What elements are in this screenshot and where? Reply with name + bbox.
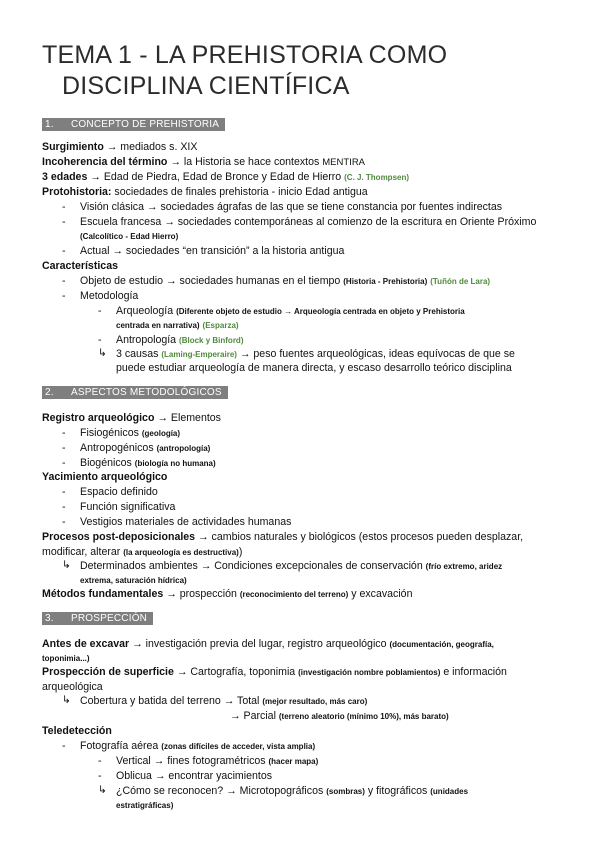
line-causas: 3 causas (Laming-Emperaire) → peso fuentes arqueológicas, ideas equívocas de que se: [116, 348, 515, 360]
line-antropologia: Antropología (Block y Binford): [116, 334, 244, 346]
line-superficie: Prospección de superficie → Cartografía, toponimia (investigación nombre poblamientos) e información: [42, 666, 507, 678]
dash-bullet: -: [98, 334, 102, 346]
arrow-return-icon: ↳: [98, 784, 107, 796]
section-3-heading: 3. PROSPECCIÓN: [42, 612, 153, 625]
line-espacio: Espacio definido: [80, 486, 158, 498]
line-protohistoria: Protohistoria: sociedades de finales prehistoria - inicio Edad antigua: [42, 186, 368, 198]
line-teledeteccion: Teledetección: [42, 725, 112, 737]
line-vestigios: Vestigios materiales de actividades humanas: [80, 516, 292, 528]
dash-bullet: -: [62, 427, 66, 439]
title-line-2: DISCIPLINA CIENTÍFICA: [62, 72, 350, 100]
title-line-1: TEMA 1 - LA PREHISTORIA COMO: [42, 41, 448, 69]
dash-bullet: -: [98, 755, 102, 767]
arrow-return-icon: ↳: [98, 347, 107, 359]
line-yacimiento: Yacimiento arqueológico: [42, 471, 168, 483]
line-determinados-cont: extrema, saturación hídrica): [80, 576, 187, 585]
line-escuela: Escuela francesa → sociedades contemporáneas al comienzo de la escritura en Oriente Próximo: [80, 216, 537, 228]
line-fotografia: Fotografía aérea (zonas difíciles de acceder, vista amplia): [80, 740, 316, 752]
dash-bullet: -: [62, 501, 66, 513]
line-superficie-cont: arqueológica: [42, 681, 103, 693]
arrow-return-icon: ↳: [62, 559, 71, 571]
line-escuela-note: (Calcolítico - Edad Hierro): [80, 232, 179, 241]
line-registro: Registro arqueológico → Elementos: [42, 412, 221, 424]
dash-bullet: -: [62, 201, 66, 213]
dash-bullet: -: [62, 516, 66, 528]
line-como: ¿Cómo se reconocen? → Microtopográficos (sombras) y fitográficos (unidades: [116, 785, 469, 797]
line-antes: Antes de excavar → investigación previa del lugar, registro arqueológico (documentación, geografía,: [42, 638, 494, 650]
line-arqueologia: Arqueología (Diferente objeto de estudio → Arqueología centrada en objeto y Prehistoria: [116, 305, 465, 317]
dash-bullet: -: [62, 740, 66, 752]
dash-bullet: -: [62, 275, 66, 287]
line-metodologia: Metodología: [80, 290, 139, 302]
line-determinados: Determinados ambientes → Condiciones excepcionales de conservación (frío extremo, aridez: [80, 560, 503, 572]
dash-bullet: -: [62, 457, 66, 469]
line-causas-cont: puede estudiar arqueología de manera directa, y escaso desarrollo teórico disciplina: [116, 362, 512, 374]
line-incoherencia: Incoherencia del término → la Historia se hace contextos MENTIRA: [42, 156, 366, 168]
line-fisiogenicos: Fisiogénicos (geología): [80, 427, 181, 439]
page-title: [42, 40, 582, 102]
line-caracteristicas: Características: [42, 260, 118, 272]
line-oblicua: Oblicua → encontrar yacimientos: [116, 770, 273, 782]
dash-bullet: -: [98, 770, 102, 782]
dash-bullet: -: [98, 305, 102, 317]
line-funcion: Función significativa: [80, 501, 176, 513]
line-biogenicos: Biogénicos (biología no humana): [80, 457, 216, 469]
dash-bullet: -: [62, 216, 66, 228]
line-actual: Actual → sociedades “en transición” a la historia antigua: [80, 245, 345, 257]
dash-bullet: -: [62, 486, 66, 498]
line-como-cont: estratigráficas): [116, 801, 174, 810]
line-arqueologia-cont: centrada en narrativa) (Esparza): [116, 321, 239, 330]
line-surgimiento: Surgimiento → mediados s. XIX: [42, 141, 198, 153]
line-parcial: → Parcial (terreno aleatorio (mínimo 10%), más barato): [230, 710, 449, 722]
section-2-heading: 2. ASPECTOS METODOLÓGICOS: [42, 386, 228, 399]
line-antropogenicos: Antropogénicos (antropología): [80, 442, 211, 454]
section-1-heading: 1. CONCEPTO DE PREHISTORIA: [42, 118, 225, 131]
dash-bullet: -: [62, 245, 66, 257]
line-antes-cont: toponimia...): [42, 654, 90, 663]
line-metodos: Métodos fundamentales → prospección (reconocimiento del terreno) y excavación: [42, 588, 413, 600]
line-edades: 3 edades → Edad de Piedra, Edad de Bronce y Edad de Hierro (C. J. Thompsen): [42, 171, 410, 183]
arrow-return-icon: ↳: [62, 694, 71, 706]
line-cobertura: Cobertura y batida del terreno → Total (mejor resultado, más caro): [80, 695, 368, 707]
line-procesos-cont: modificar, alterar (la arqueología es destructiva)): [42, 546, 243, 558]
dash-bullet: -: [62, 290, 66, 302]
line-objeto: Objeto de estudio → sociedades humanas en el tiempo (Historia - Prehistoria) (Tuñón de Lara): [80, 275, 491, 287]
line-vision: Visión clásica → sociedades ágrafas de las que se tiene constancia por fuentes indirectas: [80, 201, 503, 213]
dash-bullet: -: [62, 442, 66, 454]
line-vertical: Vertical → fines fotogramétricos (hacer mapa): [116, 755, 319, 767]
line-procesos: Procesos post-deposicionales → cambios naturales y biológicos (estos procesos pueden desplazar,: [42, 531, 524, 543]
